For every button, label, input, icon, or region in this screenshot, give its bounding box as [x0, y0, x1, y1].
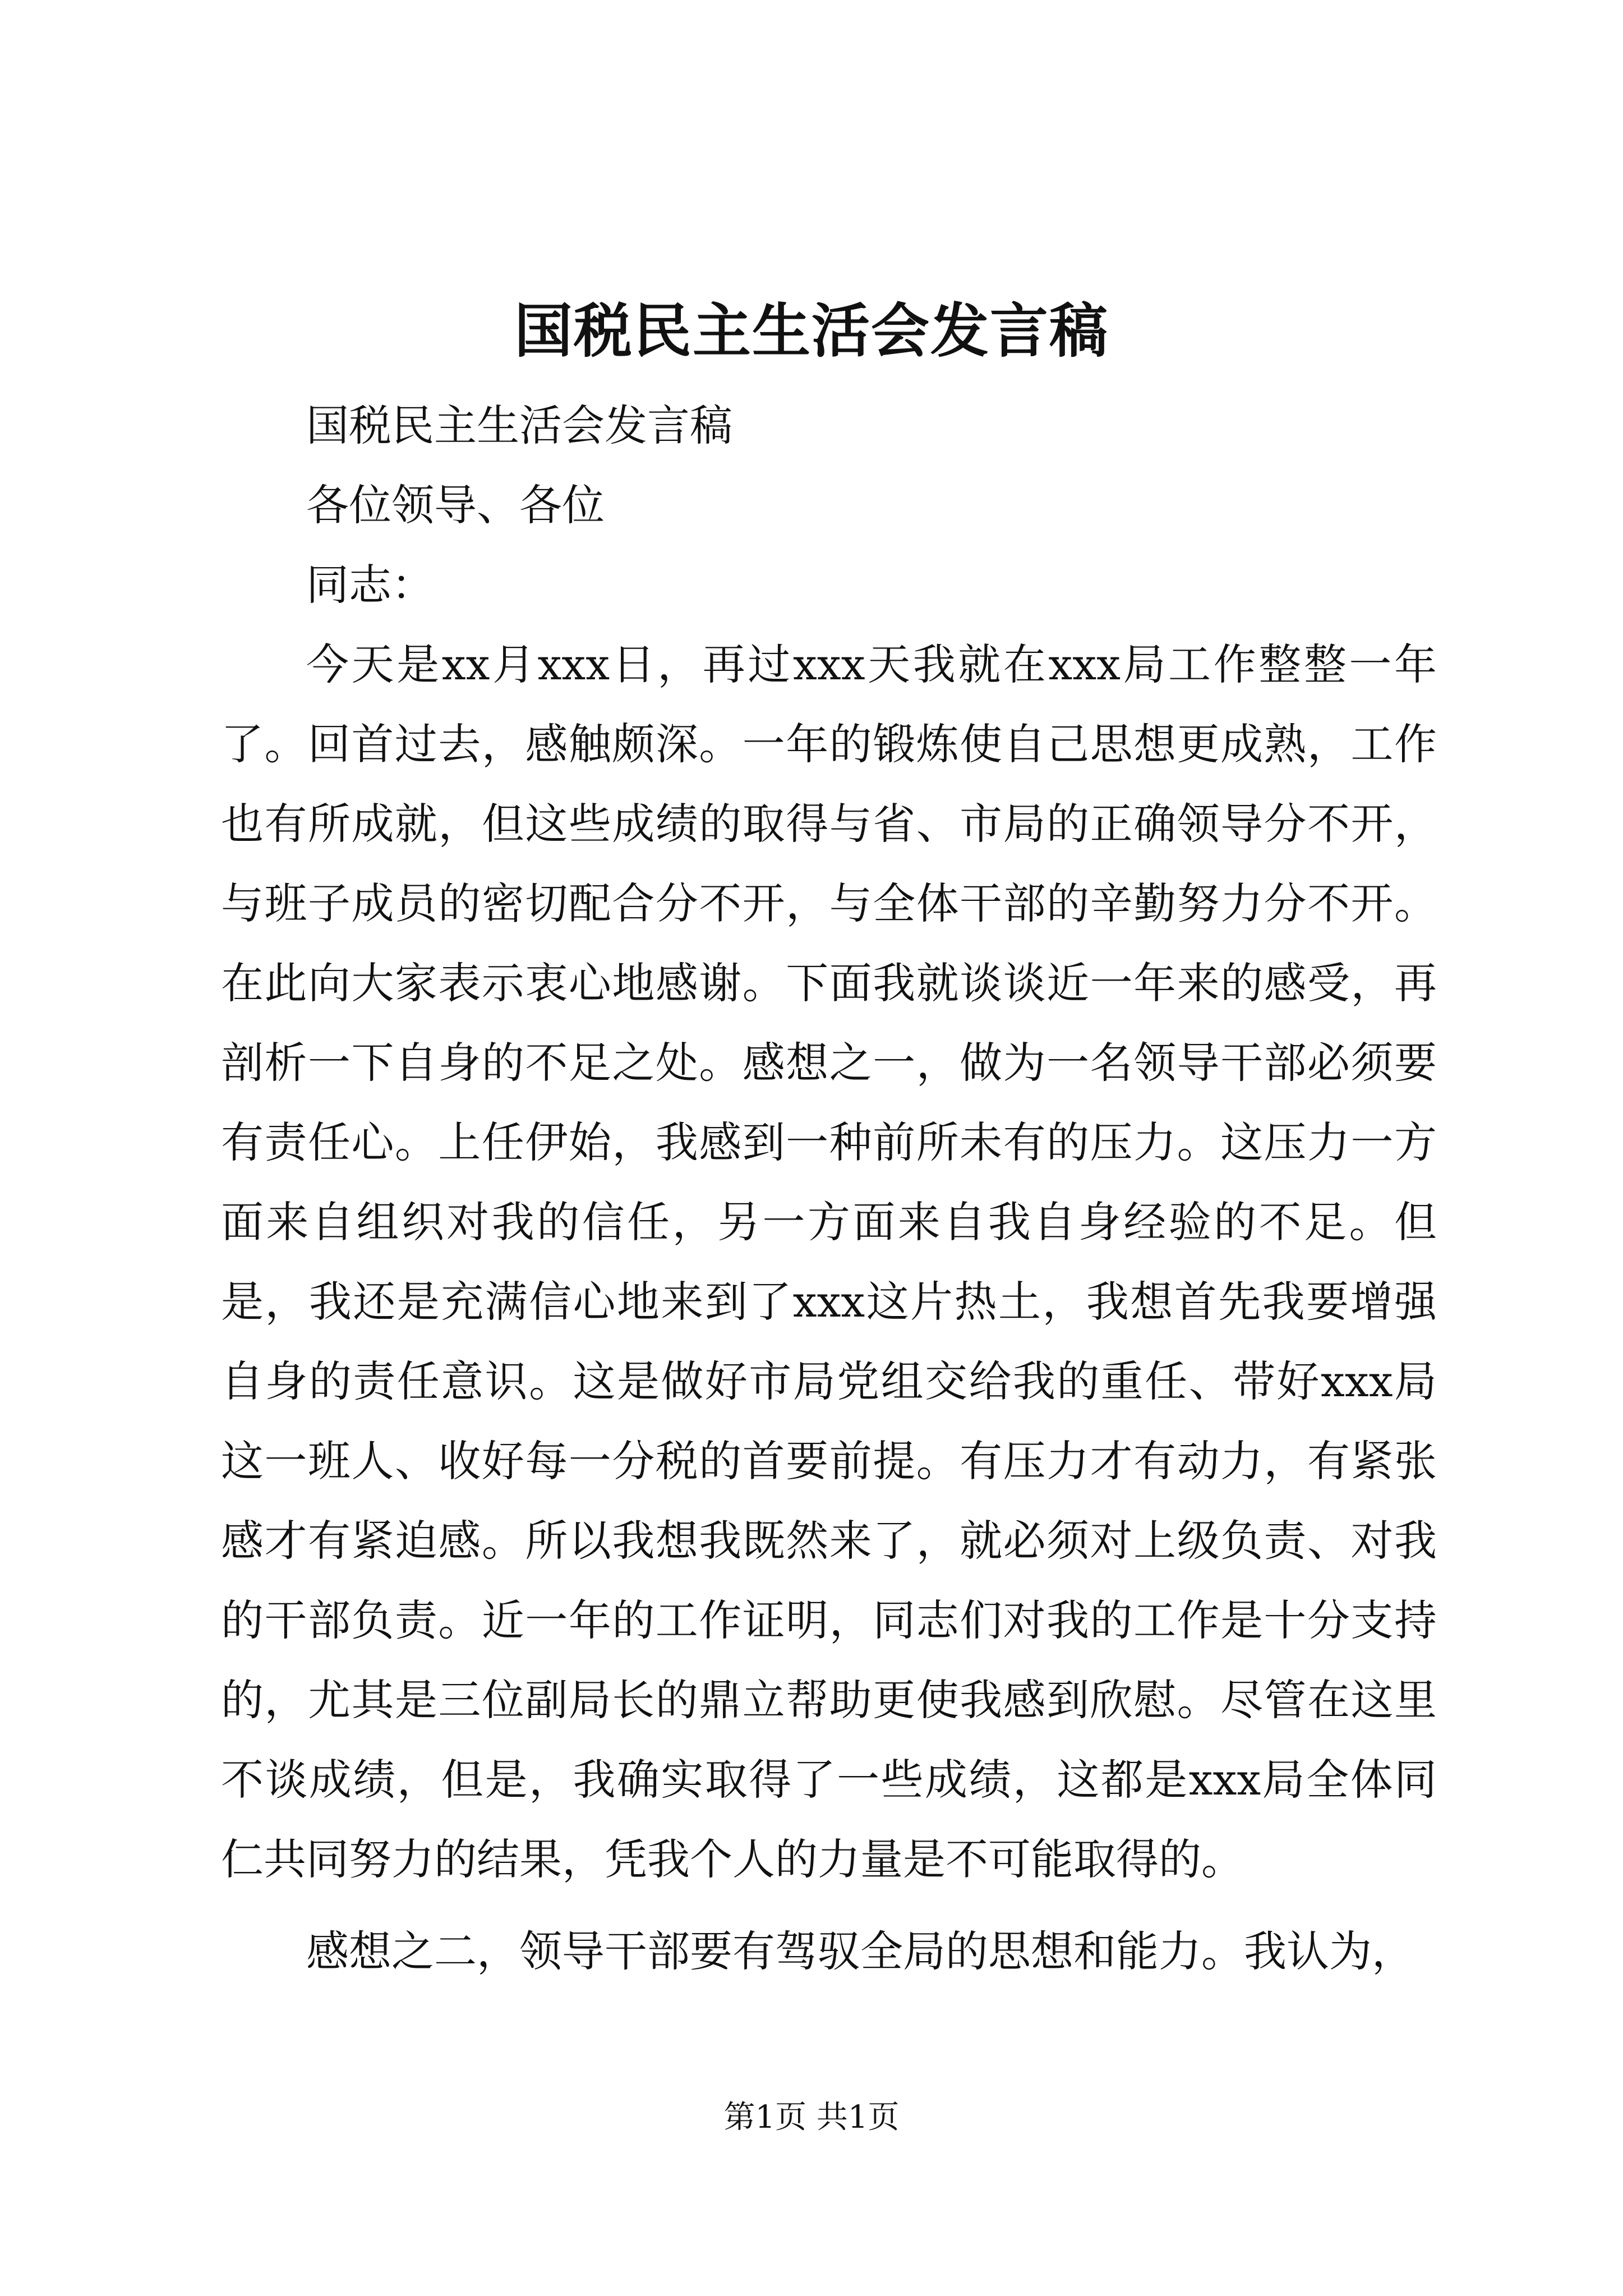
document-body: [221, 386, 1437, 1991]
document-title: 国税民主生活会发言稿: [514, 296, 1109, 365]
paragraph-body-1: 今天是xx月xxx日，再过xxx天我就在xxx局工作整整一年了。回首过去，感触颇深。一年的锻炼使自己思想更成熟，工作也有所成就，但这些成绩的取得与省、市局的正确领导分不开，与班子成员的密切配合分不开，与全体干部的辛勤努力分不开。在此向大家表示衷心地感谢。下面我就谈谈近一年来的感受，再剖析一下自身的不足之处。感想之一，做为一名领导干部必须要有责任心。上任伊始，我感到一种前所未有的压力。这压力一方面来自组织对我的信任，另一方面来自我自身经验的不足。但是，我还是充满信心地来到了xxx这片热土，我想首先我要增强自身的责任意识。这是做好市局党组交给我的重任、带好xxx局这一班人、收好每一分税的首要前提。有压力才有动力，有紧张感才有紧迫感。所以我想我既然来了，就必须对上级负责、对我的干部负责。近一年的工作证明，同志们对我的工作是十分支持的，尤其是三位副局长的鼎立帮助更使我感到欣慰。尽管在这里不谈成绩，但是，我确实取得了一些成绩，这都是xxx局全体同仁共同努力的结果，凭我个人的力量是不可能取得的。: [221, 639, 1437, 1884]
paragraph-body-2: 感想之二，领导干部要有驾驭全局的思想和能力。我认为，: [306, 1926, 1414, 1976]
paragraph-salutation-continued: 同志：: [306, 560, 434, 610]
paragraph-salutation: 各位领导、各位: [306, 480, 605, 530]
page-footer: 第1页 共1页: [723, 2099, 900, 2136]
paragraph-subtitle: 国税民主生活会发言稿: [306, 401, 732, 450]
